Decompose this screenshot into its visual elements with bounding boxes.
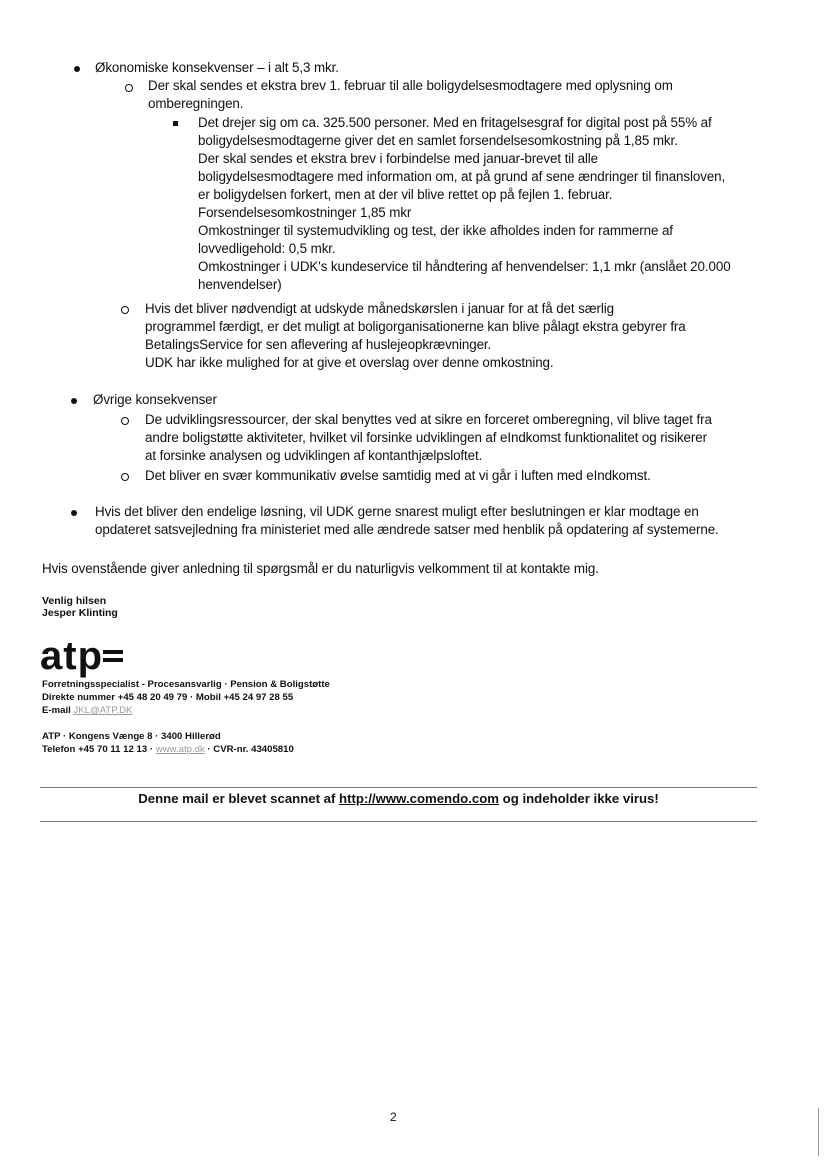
- company-phone: Telefon +45 70 11 12 13 ·: [42, 744, 156, 755]
- text-line: Det drejer sig om ca. 325.500 personer. Med en fritagelsesgraf for digital post på 55% af: [198, 115, 712, 130]
- bullet-circle: [121, 306, 129, 314]
- text-line: andre boligstøtte aktiviteter, hvilket vil forsinke udviklingen af eIndkomst funktionalitet og risikerer: [145, 430, 707, 445]
- text-line: Omkostninger til systemudvikling og test, der ikke afholdes inden for rammerne af: [198, 223, 673, 238]
- phone-website-row: [42, 744, 294, 756]
- bullet-dot: [71, 398, 77, 404]
- phone-numbers: Direkte nummer +45 48 20 49 79 · Mobil +45 24 97 28 55: [42, 692, 294, 703]
- text-line: henvendelser): [198, 277, 282, 292]
- text-line: Det bliver en svær kommunikativ øvelse samtidig med at vi går i luften med eIndkomst.: [145, 468, 651, 483]
- atp-logo: atp: [40, 634, 103, 678]
- section-heading-other: Øvrige konsekvenser: [93, 392, 217, 407]
- text-line: Hvis det bliver den endelige løsning, vil UDK gerne snarest muligt efter beslutningen er klar modtage en: [95, 504, 699, 519]
- bullet-dot: [71, 510, 77, 516]
- text-line: lovvedligehold: 0,5 mkr.: [198, 241, 336, 256]
- other-item-resources: [145, 411, 760, 465]
- atp-logo-mark-icon: [103, 650, 123, 666]
- job-title: Forretningsspecialist - Procesansvarlig · Pension & Boligstøtte: [42, 679, 330, 690]
- cvr-number: · CVR-nr. 43405810: [204, 744, 294, 755]
- text-line: Omkostninger i UDK's kundeservice til håndtering af henvendelser: 1,1 mkr (anslået 20.000: [198, 259, 731, 274]
- text-line: Hvis det bliver nødvendigt at udskyde månedskørslen i januar for at få det særlig: [145, 301, 614, 316]
- text-line: programmel færdigt, er det muligt at boligorganisationerne kan blive pålagt ekstra gebyrer fra: [145, 319, 686, 334]
- text-line: BetalingsService for sen aflevering af huslejeopkrævninger.: [145, 337, 492, 352]
- text-line: De udviklingsressourcer, der skal benyttes ved at sikre en forceret omberegning, vil blive taget fra: [145, 412, 712, 427]
- bullet-square: [173, 121, 178, 126]
- economic-item-letter: [148, 77, 763, 113]
- section-heading-economic: Økonomiske konsekvenser – i alt 5,3 mkr.: [95, 60, 339, 75]
- economic-sub-details: [198, 114, 768, 294]
- address: ATP · Kongens Vænge 8 · 3400 Hillerød: [42, 731, 221, 742]
- page-number: 2: [390, 1110, 397, 1124]
- text-line: boligydelsesmodtagerne giver det en samlet forsendelsesomkostning på 1,85 mkr.: [198, 133, 678, 148]
- text-line: Forsendelsesomkostninger 1,85 mkr: [198, 205, 412, 220]
- divider-top: [40, 787, 757, 788]
- text-line: at forsinke analysen og udviklingen af kontanthjælpsloftet.: [145, 448, 483, 463]
- text-line: Der skal sendes et ekstra brev 1. februar til alle boligydelsesmodtagere med oplysning om: [148, 78, 673, 93]
- email-link[interactable]: JKL@ATP.DK: [73, 705, 133, 716]
- website-link[interactable]: www.atp.dk: [155, 744, 205, 755]
- closing-sentence: Hvis ovenstående giver anledning til spørgsmål er du naturligvis velkomment til at kontakte mig.: [42, 561, 599, 576]
- email-row: [42, 705, 132, 717]
- economic-item-fees: [145, 300, 760, 372]
- text-line: UDK har ikke mulighed for at give et overslag over denne omkostning.: [145, 355, 554, 370]
- text-line: Der skal sendes et ekstra brev i forbindelse med januar-brevet til alle: [198, 151, 599, 166]
- text-line: opdateret satsvejledning fra ministeriet med alle ændrede satser med henblik på opdatering af systemerne.: [95, 522, 719, 537]
- text-line: omberegningen.: [148, 96, 244, 111]
- section-final-solution: [95, 503, 795, 539]
- text-line: er boligydelsen forkert, men at der vil blive rettet op på fejlen 1. februar.: [198, 187, 613, 202]
- scan-edge-line: [818, 1108, 819, 1156]
- bullet-circle: [121, 473, 129, 481]
- email-label: E-mail: [42, 705, 71, 716]
- bullet-circle: [121, 417, 129, 425]
- text-line: boligydelsesmodtagere med information om, at på grund af sene ændringer til finansloven,: [198, 169, 726, 184]
- other-item-communication: [145, 467, 760, 485]
- bullet-circle: [125, 84, 133, 92]
- bullet-dot: [74, 66, 80, 72]
- scan-notice: Denne mail er blevet scannet af http://www.comendo.com og indeholder ikke virus!: [138, 791, 659, 806]
- divider-bottom: [40, 821, 757, 822]
- sender-name: Jesper Klinting: [42, 607, 118, 619]
- comendo-link[interactable]: http://www.comendo.com: [339, 791, 500, 806]
- greeting: Venlig hilsen: [42, 595, 107, 607]
